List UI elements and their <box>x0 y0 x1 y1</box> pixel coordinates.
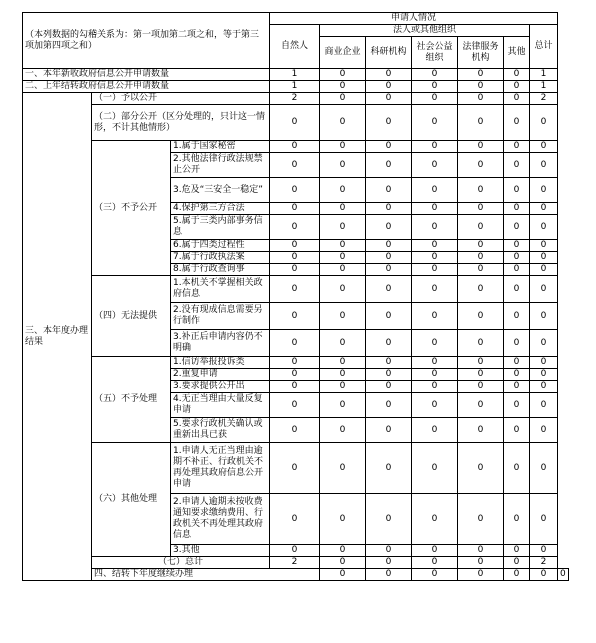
cell: 0 <box>320 264 366 276</box>
cell: 0 <box>366 240 412 252</box>
cell: 0 <box>270 330 320 357</box>
cell: 0 <box>504 81 530 93</box>
cell: 0 <box>270 303 320 330</box>
cell: 0 <box>270 153 320 178</box>
row-label: 二、上年结转政府信息公开申请数量 <box>23 81 270 93</box>
row-label: 2.其他法律行政法规禁止公开 <box>171 153 270 178</box>
cell: 0 <box>530 330 558 357</box>
cell: 0 <box>320 153 366 178</box>
cell: 0 <box>366 494 412 545</box>
cell: 0 <box>412 393 458 418</box>
row-label: 5.属于三类内部事务信息 <box>171 215 270 240</box>
row-label: 6.属于四类过程性 <box>171 240 270 252</box>
cell: 0 <box>504 569 530 581</box>
cell: 0 <box>530 303 558 330</box>
cell: 0 <box>366 369 412 381</box>
cell: 2 <box>270 557 320 569</box>
cell: 0 <box>366 330 412 357</box>
cell: 0 <box>412 69 458 81</box>
cell: 0 <box>458 153 504 178</box>
header-row-1 <box>23 13 569 25</box>
cell: 0 <box>366 569 412 581</box>
cell: 0 <box>270 276 320 303</box>
cell: 0 <box>366 203 412 215</box>
cell: 0 <box>530 393 558 418</box>
cell: 0 <box>320 178 366 203</box>
table-row <box>23 569 569 581</box>
col-total: 总计 <box>530 25 558 69</box>
cell: 2 <box>530 93 558 105</box>
row-label: 2.没有现成信息需要另行制作 <box>171 303 270 330</box>
row-label: 2.申请人逾期未按收费通知要求缴纳费用、行政机关不再处理其政府信息 <box>171 494 270 545</box>
cell: 0 <box>530 357 558 369</box>
cell: 0 <box>412 276 458 303</box>
cell: 0 <box>366 393 412 418</box>
cell: 0 <box>366 557 412 569</box>
cell: 0 <box>530 369 558 381</box>
cell: 0 <box>458 369 504 381</box>
row-label: 4.保护第三方合法 <box>171 203 270 215</box>
row-label: （二）部分公开（区分处理的，只计这一情形，不计其他情形） <box>92 105 270 141</box>
table-row <box>23 141 569 153</box>
cell: 0 <box>412 303 458 330</box>
cell: 0 <box>458 443 504 494</box>
row-label: 1.本机关不掌握相关政府信息 <box>171 276 270 303</box>
row-label: 四、结转下年度继续办理 <box>92 569 320 581</box>
cell: 0 <box>320 494 366 545</box>
cell: 0 <box>458 276 504 303</box>
cell: 0 <box>504 418 530 443</box>
cell: 0 <box>412 105 458 141</box>
cell: 0 <box>504 252 530 264</box>
cell: 0 <box>320 215 366 240</box>
cell: 1 <box>270 69 320 81</box>
cell: 0 <box>504 330 530 357</box>
cell: 0 <box>412 418 458 443</box>
cell: 0 <box>270 252 320 264</box>
group-title-6: （六）其他处理 <box>92 443 171 557</box>
cell: 0 <box>366 81 412 93</box>
cell: 0 <box>458 240 504 252</box>
cell: 0 <box>504 557 530 569</box>
table-row <box>23 105 569 141</box>
cell: 0 <box>412 153 458 178</box>
cell: 0 <box>458 105 504 141</box>
col-legal-service: 法律服务机构 <box>458 37 504 69</box>
cell: 0 <box>320 303 366 330</box>
cell: 0 <box>504 369 530 381</box>
group-title-3: （三）不予公开 <box>92 141 171 276</box>
section-3-title: 三、本年度办理结果 <box>23 93 92 581</box>
cell: 0 <box>412 178 458 203</box>
cell: 0 <box>320 393 366 418</box>
cell: 0 <box>530 203 558 215</box>
cell: 0 <box>270 393 320 418</box>
cell: 0 <box>270 418 320 443</box>
cell: 0 <box>504 393 530 418</box>
cell: 2 <box>270 93 320 105</box>
cell: 0 <box>366 264 412 276</box>
row-label: 7.属于行政执法案 <box>171 252 270 264</box>
table-row <box>23 93 569 105</box>
cell: 0 <box>458 330 504 357</box>
cell: 0 <box>458 357 504 369</box>
cell: 0 <box>530 443 558 494</box>
cell: 0 <box>366 215 412 240</box>
cell: 0 <box>504 69 530 81</box>
cell: 0 <box>458 252 504 264</box>
cell: 0 <box>412 545 458 557</box>
cell: 0 <box>458 81 504 93</box>
cell: 0 <box>412 240 458 252</box>
cell: 0 <box>504 178 530 203</box>
row-label: （一）予以公开 <box>92 93 270 105</box>
cell: 0 <box>412 494 458 545</box>
cell: 0 <box>530 545 558 557</box>
cell: 0 <box>320 569 366 581</box>
cell: 0 <box>530 569 558 581</box>
header-legal: 法人或其他组织 <box>320 25 530 37</box>
cell: 0 <box>320 93 366 105</box>
cell: 0 <box>412 443 458 494</box>
cell: 1 <box>530 81 558 93</box>
cell: 0 <box>320 418 366 443</box>
cell: 0 <box>530 381 558 393</box>
cell: 0 <box>270 545 320 557</box>
cell: 0 <box>320 69 366 81</box>
cell: 0 <box>458 393 504 418</box>
table-row <box>23 357 569 369</box>
cell: 0 <box>530 494 558 545</box>
cell: 0 <box>412 381 458 393</box>
cell: 0 <box>458 545 504 557</box>
cell: 0 <box>530 418 558 443</box>
cell: 0 <box>412 369 458 381</box>
cell: 0 <box>412 557 458 569</box>
row-label: 一、本年新收政府信息公开申请数量 <box>23 69 270 81</box>
cell: 0 <box>320 545 366 557</box>
cell: 0 <box>530 276 558 303</box>
cell: 0 <box>270 215 320 240</box>
cell: 0 <box>412 252 458 264</box>
row-label: 1.信访举报投诉类 <box>171 357 270 369</box>
row-label: 5.要求行政机关确认或重新出具已获 <box>171 418 270 443</box>
cell: 0 <box>458 264 504 276</box>
cell: 0 <box>412 141 458 153</box>
cell: 0 <box>270 105 320 141</box>
cell: 0 <box>320 105 366 141</box>
cell: 0 <box>530 240 558 252</box>
cell: 0 <box>320 141 366 153</box>
cell: 0 <box>504 545 530 557</box>
cell: 2 <box>530 557 558 569</box>
cell: 0 <box>558 569 569 581</box>
cell: 0 <box>320 557 366 569</box>
cell: 0 <box>366 141 412 153</box>
header-applicant: 申请人情况 <box>270 13 558 25</box>
cell: 0 <box>504 443 530 494</box>
cell: 0 <box>412 264 458 276</box>
statistics-table <box>22 12 569 581</box>
cell: 0 <box>504 105 530 141</box>
cell: 0 <box>366 105 412 141</box>
cell: 0 <box>412 357 458 369</box>
col-research: 科研机构 <box>366 37 412 69</box>
table-row <box>23 443 569 494</box>
cell: 0 <box>366 443 412 494</box>
cell: 0 <box>504 93 530 105</box>
group-title-5: （五）不予处理 <box>92 357 171 443</box>
cell: 0 <box>270 264 320 276</box>
cell: 0 <box>458 381 504 393</box>
cell: 0 <box>458 418 504 443</box>
cell: 0 <box>530 153 558 178</box>
cell: 0 <box>458 557 504 569</box>
row-label: 1.属于国家秘密 <box>171 141 270 153</box>
cell: 0 <box>320 330 366 357</box>
cell: 0 <box>504 141 530 153</box>
cell: 0 <box>412 93 458 105</box>
cell: 0 <box>366 303 412 330</box>
row-label: 2.重复申请 <box>171 369 270 381</box>
cell: 0 <box>458 69 504 81</box>
group-title-4: （四）无法提供 <box>92 276 171 357</box>
cell: 0 <box>366 357 412 369</box>
cell: 0 <box>530 215 558 240</box>
cell: 0 <box>458 203 504 215</box>
cell: 0 <box>320 203 366 215</box>
cell: 0 <box>320 369 366 381</box>
table-row <box>23 81 569 93</box>
cell: 0 <box>320 81 366 93</box>
cell: 0 <box>504 276 530 303</box>
cell: 0 <box>530 178 558 203</box>
cell: 0 <box>530 264 558 276</box>
header-note: （本列数据的勾稽关系为：第一项加第二项之和，等于第三项加第四项之和） <box>23 13 270 69</box>
cell: 0 <box>366 153 412 178</box>
cell: 0 <box>366 93 412 105</box>
cell: 0 <box>504 357 530 369</box>
cell: 1 <box>530 69 558 81</box>
cell: 0 <box>270 141 320 153</box>
cell: 0 <box>320 240 366 252</box>
cell: 0 <box>458 494 504 545</box>
cell: 0 <box>320 276 366 303</box>
col-commercial: 商业企业 <box>320 37 366 69</box>
cell: 1 <box>270 81 320 93</box>
cell: 0 <box>412 81 458 93</box>
cell: 0 <box>366 178 412 203</box>
row-label: 3.危及“三安全一稳定” <box>171 178 270 203</box>
cell: 0 <box>530 252 558 264</box>
cell: 0 <box>366 69 412 81</box>
cell: 0 <box>412 203 458 215</box>
cell: 0 <box>412 569 458 581</box>
cell: 0 <box>504 203 530 215</box>
cell: 0 <box>320 357 366 369</box>
cell: 0 <box>270 443 320 494</box>
cell: 0 <box>530 141 558 153</box>
cell: 0 <box>270 203 320 215</box>
cell: 0 <box>366 418 412 443</box>
row-label: 3.要求提供公开出 <box>171 381 270 393</box>
cell: 0 <box>412 330 458 357</box>
col-public-welfare: 社会公益组织 <box>412 37 458 69</box>
col-natural-person: 自然人 <box>270 25 320 69</box>
cell: 0 <box>504 381 530 393</box>
table-row <box>23 557 569 569</box>
cell: 0 <box>366 252 412 264</box>
cell: 0 <box>458 93 504 105</box>
cell: 0 <box>320 381 366 393</box>
cell: 0 <box>504 240 530 252</box>
cell: 0 <box>504 494 530 545</box>
row-label: 3.其他 <box>171 545 270 557</box>
cell: 0 <box>270 369 320 381</box>
cell: 0 <box>270 178 320 203</box>
cell: 0 <box>458 215 504 240</box>
row-label: 1.申请人无正当理由逾期不补正、行政机关不再处理其政府信息公开申请 <box>171 443 270 494</box>
cell: 0 <box>504 153 530 178</box>
cell: 0 <box>504 303 530 330</box>
row-label: 3.补正后申请内容仍不明确 <box>171 330 270 357</box>
cell: 0 <box>270 381 320 393</box>
cell: 0 <box>366 276 412 303</box>
cell: 0 <box>270 357 320 369</box>
cell: 0 <box>504 215 530 240</box>
cell: 0 <box>458 141 504 153</box>
cell: 0 <box>458 178 504 203</box>
table-row <box>23 69 569 81</box>
row-label: 4.无正当理由大量反复申请 <box>171 393 270 418</box>
cell: 0 <box>366 545 412 557</box>
cell: 0 <box>320 252 366 264</box>
col-other: 其他 <box>504 37 530 69</box>
table-row <box>23 276 569 303</box>
cell: 0 <box>458 569 504 581</box>
cell: 0 <box>412 215 458 240</box>
cell: 0 <box>270 494 320 545</box>
cell: 0 <box>320 443 366 494</box>
row-label: 8.属于行政查询事 <box>171 264 270 276</box>
cell: 0 <box>458 303 504 330</box>
cell: 0 <box>270 240 320 252</box>
cell: 0 <box>504 264 530 276</box>
cell: 0 <box>366 381 412 393</box>
row-label: （七）总计 <box>92 557 270 569</box>
cell: 0 <box>530 105 558 141</box>
